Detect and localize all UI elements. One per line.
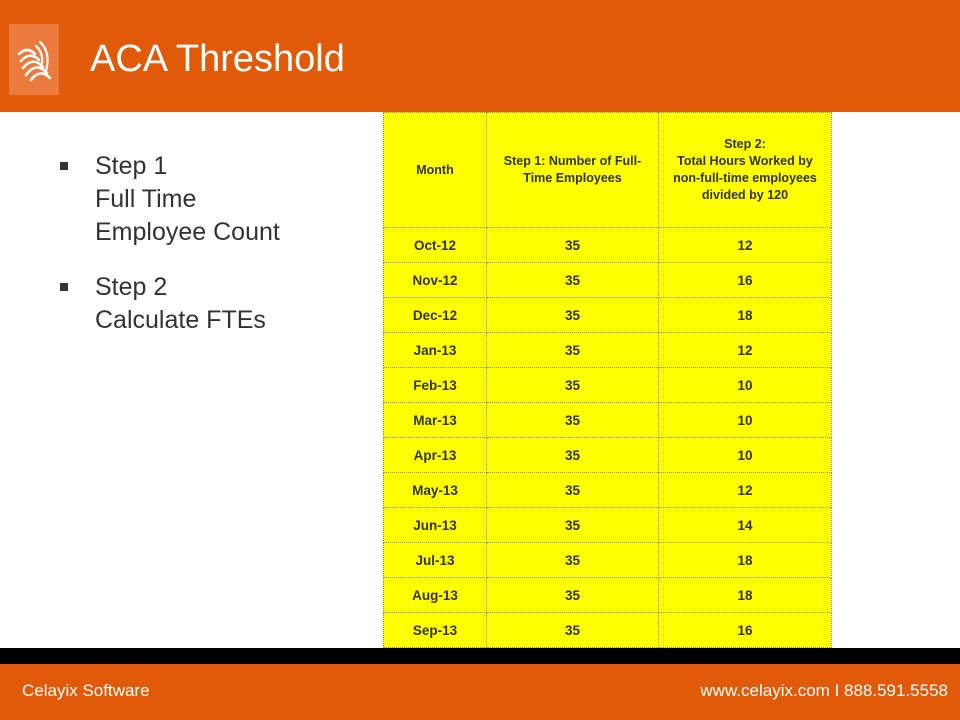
cell-fte: 12 <box>659 473 832 508</box>
footer-bar <box>0 664 960 720</box>
cell-fulltime: 35 <box>487 228 659 263</box>
footer-divider <box>0 648 960 664</box>
cell-fulltime: 35 <box>487 333 659 368</box>
bullet-item <box>58 150 368 249</box>
table-row <box>384 473 832 508</box>
header-bar <box>0 0 960 112</box>
cell-fte: 12 <box>659 333 832 368</box>
cell-fulltime: 35 <box>487 368 659 403</box>
table-row <box>384 333 832 368</box>
cell-fte: 18 <box>659 578 832 613</box>
threshold-table <box>383 112 832 648</box>
threshold-table-container <box>383 112 831 648</box>
square-bullet-icon <box>60 283 68 291</box>
cell-fulltime: 35 <box>487 508 659 543</box>
table-row <box>384 263 832 298</box>
cell-month: Jun-13 <box>384 508 487 543</box>
bullet-line: Step 2 <box>95 273 168 301</box>
cell-month: Oct-12 <box>384 228 487 263</box>
cell-fte: 14 <box>659 508 832 543</box>
footer-contact: www.celayix.com I 888.591.5558 <box>700 681 948 700</box>
cell-month: Jul-13 <box>384 543 487 578</box>
table-row <box>384 508 832 543</box>
cell-fulltime: 35 <box>487 438 659 473</box>
square-bullet-icon <box>60 162 68 170</box>
table-row <box>384 403 832 438</box>
header-line: Month <box>416 162 454 177</box>
header-line: non-full-time employees <box>673 171 817 185</box>
header-line: Step 2: <box>724 137 766 151</box>
cell-fulltime: 35 <box>487 263 659 298</box>
cell-fte: 16 <box>659 263 832 298</box>
header-line: Total Hours Worked by <box>677 154 813 168</box>
header-line: Step 1: Number of Full- <box>503 154 642 168</box>
cell-fte: 12 <box>659 228 832 263</box>
cell-fulltime: 35 <box>487 298 659 333</box>
cell-fulltime: 35 <box>487 403 659 438</box>
cell-month: Mar-13 <box>384 403 487 438</box>
header-line: Time Employees <box>523 171 622 185</box>
table-row <box>384 298 832 333</box>
table-row <box>384 228 832 263</box>
bullet-line: Full Time <box>95 185 197 213</box>
header-step2 <box>659 113 832 228</box>
slide-title: ACA Threshold <box>90 38 345 80</box>
header-step1 <box>487 113 659 228</box>
table-row <box>384 543 832 578</box>
footer-company: Celayix Software <box>22 681 150 700</box>
cell-fte: 18 <box>659 298 832 333</box>
cell-fte: 10 <box>659 403 832 438</box>
bullet-list <box>58 150 368 359</box>
cell-fte: 10 <box>659 368 832 403</box>
bullet-line: Employee Count <box>95 218 280 246</box>
cell-month: Aug-13 <box>384 578 487 613</box>
cell-month: Apr-13 <box>384 438 487 473</box>
header-month <box>384 113 487 228</box>
cell-fulltime: 35 <box>487 473 659 508</box>
bullet-item <box>58 271 368 337</box>
bullet-line: Calculate FTEs <box>95 306 266 334</box>
cell-fte: 10 <box>659 438 832 473</box>
header-line: divided by 120 <box>701 188 789 202</box>
cell-month: Dec-12 <box>384 298 487 333</box>
table-row <box>384 578 832 613</box>
cell-month: Jan-13 <box>384 333 487 368</box>
table-row <box>384 613 832 648</box>
cell-month: Feb-13 <box>384 368 487 403</box>
bullet-line: Step 1 <box>95 152 168 180</box>
cell-fulltime: 35 <box>487 543 659 578</box>
cell-month: Nov-12 <box>384 263 487 298</box>
sound-wave-logo-icon <box>9 24 59 95</box>
cell-fte: 18 <box>659 543 832 578</box>
cell-fulltime: 35 <box>487 578 659 613</box>
table-row <box>384 368 832 403</box>
cell-month: May-13 <box>384 473 487 508</box>
table-row <box>384 438 832 473</box>
cell-fulltime: 35 <box>487 613 659 648</box>
cell-month: Sep-13 <box>384 613 487 648</box>
cell-fte: 16 <box>659 613 832 648</box>
table-header-row <box>384 113 832 228</box>
